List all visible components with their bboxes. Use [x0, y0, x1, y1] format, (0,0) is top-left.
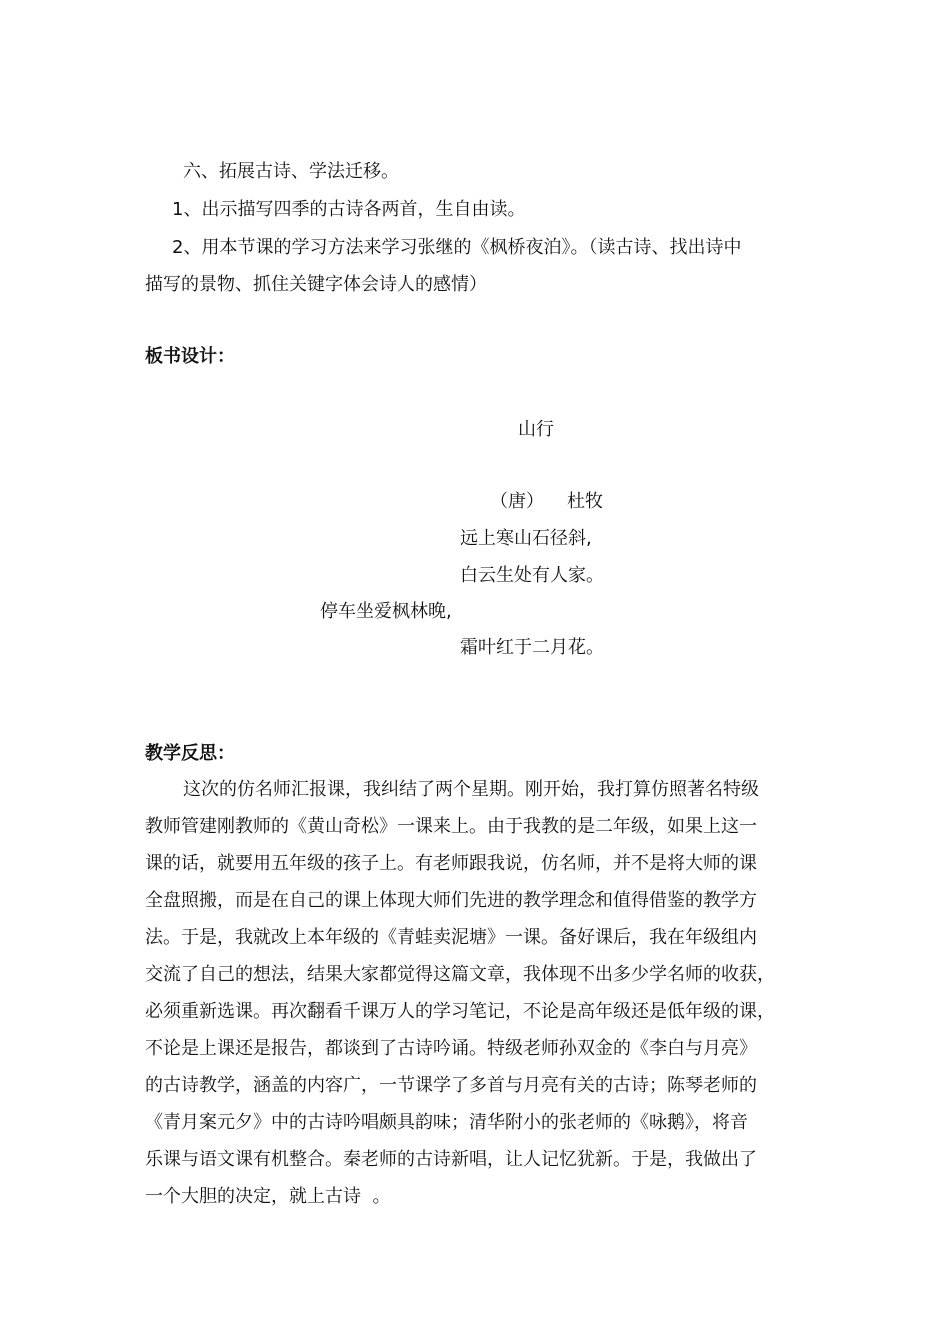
- poem-author: 杜牧: [567, 491, 603, 512]
- reflection-line: 《青月案元夕》中的古诗吟唱颇具韵味；清华附小的张老师的《咏鹅》，将音: [145, 1112, 748, 1133]
- reflection-line: 的古诗教学，涵盖的内容广，一节课学了多首与月亮有关的古诗；陈琴老师的: [145, 1075, 757, 1096]
- reflection-line: 全盘照搬，而是在自己的课上体现大师们先进的教学理念和值得借鉴的教学方: [145, 890, 757, 911]
- reflection-line: 这次的仿名师汇报课，我纠结了两个星期。刚开始，我打算仿照著名特级: [183, 779, 759, 800]
- poem-line: 白云生处有人家。: [460, 565, 604, 586]
- reflection-line: 乐课与语文课有机整合。秦老师的古诗新唱，让人记忆犹新。于是，我做出了: [145, 1149, 757, 1170]
- reflection-line: 法。于是，我就改上本年级的《青蛙卖泥塘》一课。备好课后，我在年级组内: [145, 927, 757, 948]
- list-item: 2、用本节课的学习方法来学习张继的《枫桥夜泊》。（读古诗、找出诗中: [172, 237, 742, 258]
- reflection-line: 教师管建刚教师的《黄山奇松》一课来上。由于我教的是二年级，如果上这一: [145, 816, 757, 837]
- poem-dynasty: （唐）: [490, 491, 544, 512]
- poem-line: 远上寒山石径斜,: [460, 528, 592, 549]
- poem-line: 霜叶红于二月花。: [460, 637, 604, 658]
- reflection-line: 一个大胆的决定，就上古诗 。: [145, 1186, 391, 1207]
- reflection-line: 课的话，就要用五年级的孩子上。有老师跟我说，仿名师，并不是将大师的课: [145, 853, 757, 874]
- list-item-continuation: 描写的景物、抓住关键字体会诗人的感情）: [145, 274, 487, 295]
- list-item: 1、出示描写四季的古诗各两首，生自由读。: [172, 199, 526, 220]
- reflection-line: 必须重新选课。再次翻看千课万人的学习笔记，不论是高年级还是低年级的课，: [145, 1001, 775, 1022]
- reflection-line: 交流了自己的想法，结果大家都觉得这篇文章，我体现不出多少学名师的收获，: [145, 964, 775, 985]
- reflection-line: 不论是上课还是报告，都谈到了古诗吟诵。特级老师孙双金的《李白与月亮》: [145, 1038, 757, 1059]
- board-design-heading: 板书设计：: [145, 346, 235, 367]
- section-heading: 六、拓展古诗、学法迁移。: [183, 161, 399, 182]
- poem-line: 停车坐爱枫林晚,: [320, 601, 452, 622]
- reflection-heading: 教学反思：: [145, 743, 235, 764]
- poem-title: 山行: [518, 419, 554, 440]
